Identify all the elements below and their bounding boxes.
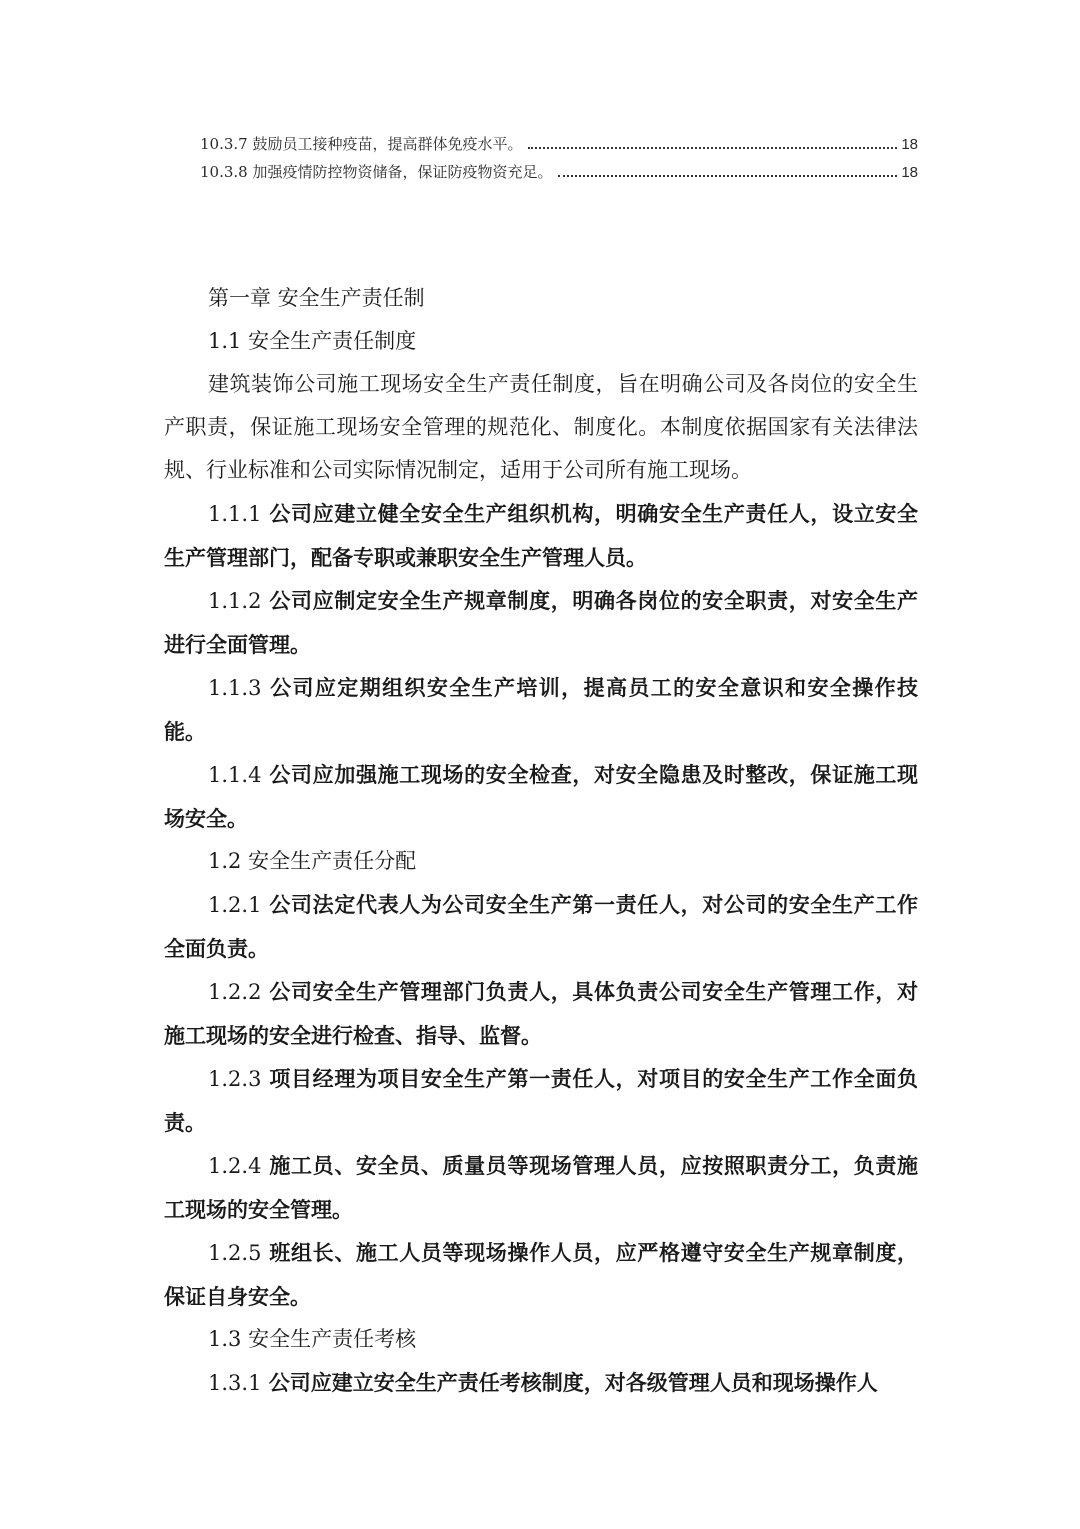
clause-text: 公司应建立安全生产责任考核制度，对各级管理人员和现场操作人 (268, 1370, 878, 1395)
chapter-title: 第一章 安全生产责任制 (208, 286, 425, 310)
intro-paragraph: 建筑装饰公司施工现场安全生产责任制度，旨在明确公司及各岗位的安全生产职责，保证施工现场安全管理的规范化、制度化。本制度依据国家有关法律法规、行业标准和公司实际情况制定，适用于公司所有施工现场。 (164, 372, 918, 482)
clause-number: 1.1.3 (208, 676, 262, 700)
clause-number: 1.2.2 (208, 980, 262, 1004)
clause-1-2-2 (164, 970, 918, 1057)
clause-1-2-3 (164, 1057, 918, 1144)
clause-text: 公司安全生产管理部门负责人，具体负责公司安全生产管理工作，对施工现场的安全进行检查、指导、监督。 (164, 979, 918, 1048)
toc-entry-text: 10.3.8 加强疫情防控物资储备，保证防疫物资充足。 (200, 163, 553, 181)
toc-entry-page: 18 (901, 136, 918, 153)
section-title-1-2: 1.2 安全生产责任分配 (208, 849, 417, 873)
clause-1-2-5 (164, 1231, 918, 1318)
clause-text: 班组长、施工人员等现场操作人员，应严格遵守安全生产规章制度，保证自身安全。 (164, 1240, 918, 1309)
clause-text: 施工员、安全员、质量员等现场管理人员，应按照职责分工，负责施工现场的安全管理。 (164, 1153, 918, 1222)
clause-text: 公司法定代表人为公司安全生产第一责任人，对公司的安全生产工作全面负责。 (164, 892, 918, 961)
toc-entry-text: 10.3.7 鼓励员工接种疫苗，提高群体免疫水平。 (200, 135, 523, 153)
clause-number: 1.2.5 (208, 1241, 262, 1265)
clause-number: 1.1.2 (208, 589, 262, 613)
toc-leader-dots (558, 175, 897, 177)
clause-1-1-1 (164, 492, 918, 579)
clause-text: 公司应加强施工现场的安全检查，对安全隐患及时整改，保证施工现场安全。 (164, 762, 918, 831)
toc-leader-dots (528, 147, 897, 149)
table-of-contents (200, 133, 918, 189)
clause-number: 1.1.4 (208, 763, 262, 787)
clause-number: 1.2.4 (208, 1154, 262, 1178)
clause-1-1-3 (164, 666, 918, 753)
toc-entry-page: 18 (901, 164, 918, 181)
section-title-1-1: 1.1 安全生产责任制度 (208, 329, 417, 353)
clause-text: 项目经理为项目安全生产第一责任人，对项目的安全生产工作全面负责。 (164, 1066, 918, 1135)
section-title-1-3: 1.3 安全生产责任考核 (208, 1327, 417, 1351)
clause-number: 1.1.1 (208, 502, 262, 526)
clause-1-2-4 (164, 1144, 918, 1231)
clause-1-1-2 (164, 579, 918, 666)
clause-number: 1.3.1 (208, 1371, 262, 1395)
clause-number: 1.2.1 (208, 893, 262, 917)
toc-entry[interactable] (200, 133, 918, 161)
toc-entry[interactable] (200, 161, 918, 189)
clause-text: 公司应定期组织安全生产培训，提高员工的安全意识和安全操作技能。 (164, 675, 919, 744)
clause-text: 公司应制定安全生产规章制度，明确各岗位的安全职责，对安全生产进行全面管理。 (164, 588, 918, 657)
clause-number: 1.2.3 (208, 1067, 262, 1091)
clause-text: 公司应建立健全安全生产组织机构，明确安全生产责任人，设立安全生产管理部门，配备专职或兼职安全生产管理人员。 (164, 501, 918, 570)
clause-1-1-4 (164, 753, 918, 840)
clause-1-3-1 (164, 1361, 918, 1405)
document-body (164, 277, 918, 1405)
clause-1-2-1 (164, 883, 918, 970)
